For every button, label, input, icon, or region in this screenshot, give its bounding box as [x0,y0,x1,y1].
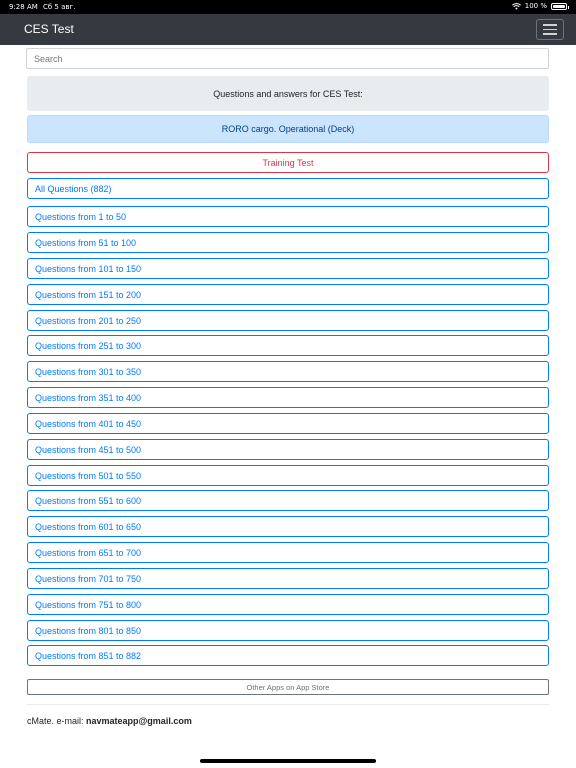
list-item[interactable]: Questions from 851 to 882 [27,645,549,666]
navbar [0,14,576,45]
footer [27,716,192,726]
info-header [27,76,549,111]
battery-icon [551,3,567,10]
list-item[interactable]: Questions from 601 to 650 [27,516,549,537]
footer-divider [27,704,549,705]
list-item[interactable]: Questions from 751 to 800 [27,594,549,615]
status-bar [0,0,576,14]
footer-email-link[interactable]: navmateapp@gmail.com [86,716,192,726]
list-item[interactable]: Questions from 451 to 500 [27,439,549,460]
status-time: 9:28 AM [9,3,38,11]
other-apps-button[interactable]: Other Apps on App Store [27,679,549,695]
list-item[interactable]: Questions from 701 to 750 [27,568,549,589]
list-item[interactable]: Questions from 201 to 250 [27,310,549,331]
footer-label: cMate. e-mail: [27,716,87,726]
list-item[interactable]: Questions from 801 to 850 [27,620,549,641]
list-item[interactable]: Questions from 251 to 300 [27,335,549,356]
subject-banner [27,115,549,143]
list-item[interactable]: Questions from 101 to 150 [27,258,549,279]
list-item[interactable]: Questions from 151 to 200 [27,284,549,305]
list-item[interactable]: Questions from 301 to 350 [27,361,549,382]
list-item[interactable]: Questions from 1 to 50 [27,206,549,227]
search-input[interactable] [26,48,549,69]
list-item[interactable]: Questions from 351 to 400 [27,387,549,408]
list-item[interactable]: Questions from 51 to 100 [27,232,549,253]
list-item[interactable]: Questions from 651 to 700 [27,542,549,563]
menu-toggle-button[interactable] [536,19,564,40]
training-test-button[interactable]: Training Test [27,152,549,173]
app-title[interactable]: CES Test [24,22,74,36]
subject-text: RORO cargo. Operational (Deck) [221,124,355,134]
home-indicator[interactable] [200,759,376,763]
list-item[interactable]: Questions from 501 to 550 [27,465,549,486]
list-item[interactable]: Questions from 401 to 450 [27,413,549,434]
status-right [512,2,567,10]
list-item[interactable]: Questions from 551 to 600 [27,490,549,511]
battery-percent: 100 % [524,2,547,10]
info-header-text: Questions and answers for CES Test: [213,88,363,99]
hamburger-icon [543,24,557,26]
list-item-all-questions[interactable]: All Questions (882) [27,178,549,199]
status-date: Сб 5 авг. [43,3,76,11]
wifi-icon [512,3,521,10]
